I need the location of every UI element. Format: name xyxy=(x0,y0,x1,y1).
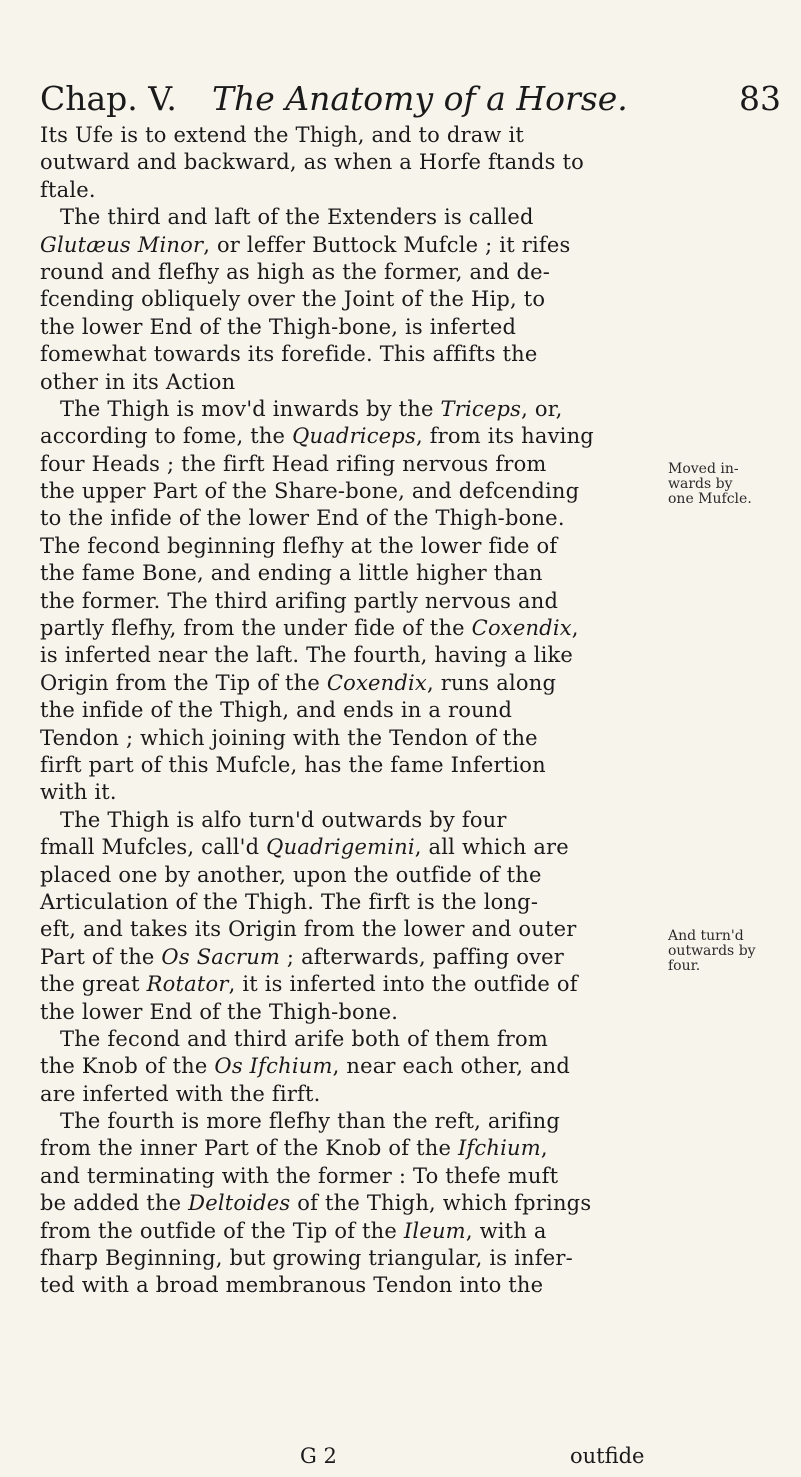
text-line: Its Ufe is to extend the Thigh, and to draw it xyxy=(40,123,525,147)
text-line: The fecond beginning flefhy at the lower fide of xyxy=(40,533,558,558)
signature-mark: G 2 xyxy=(300,1444,337,1468)
text-line: is inferted near the laft. The fourth, having a like xyxy=(40,643,574,668)
text-line: outward and backward, as when a Horfe ftands to xyxy=(40,150,584,175)
text-line: ted with a broad membranous Tendon into the xyxy=(40,1273,544,1298)
text-line: eft, and takes its Origin from the lower and outer xyxy=(40,917,577,942)
text-line: are inferted with the firft. xyxy=(40,1081,321,1106)
margin-note-line: Moved in- xyxy=(668,461,739,477)
text-line: fcending obliquely over the Joint of the Hip, to xyxy=(40,287,546,312)
catchword: outfide xyxy=(570,1444,645,1468)
margin-note-line: four. xyxy=(668,958,701,974)
margin-note-line: one Mufcle. xyxy=(668,491,752,507)
text-line: the infide of the Thigh, and ends in a round xyxy=(40,698,513,723)
text-line: partly flefhy, from the under fide of the Coxendix, xyxy=(40,616,579,641)
text-line: The third and laft of the Extenders is called xyxy=(60,205,534,230)
running-title: The Anatomy of a Horse. xyxy=(212,79,628,118)
text-line: Tendon ; which joining with the Tendon of the xyxy=(40,725,538,750)
running-header xyxy=(40,74,785,124)
text-line: the fame Bone, and ending a little higher than xyxy=(40,561,543,586)
text-line: round and flefhy as high as the former, and de- xyxy=(40,259,551,284)
text-line: the lower End of the Thigh-bone, is inferted xyxy=(40,314,517,339)
text-line: Part of the Os Sacrum ; afterwards, paffing over xyxy=(40,944,565,969)
text-line: other in its Action xyxy=(40,369,236,394)
text-line: the great Rotator, it is inferted into the outfide of xyxy=(40,972,578,997)
body-text xyxy=(40,122,650,1300)
text-line: fmall Mufcles, call'd Quadrigemini, all which are xyxy=(40,835,569,860)
text-line: fharp Beginning, but growing triangular, is infer- xyxy=(40,1246,573,1271)
text-line: the former. The third arifing partly nervous and xyxy=(40,588,559,613)
text-line: from the inner Part of the Knob of the Ifchium, xyxy=(40,1136,548,1161)
margin-note-line: And turn'd xyxy=(668,928,744,944)
text-line: the upper Part of the Share-bone, and defcending xyxy=(40,479,580,504)
chapter-label: Chap. V. xyxy=(40,79,177,118)
page-number: 83 xyxy=(739,79,781,118)
text-line: and terminating with the former : To thefe muft xyxy=(40,1163,559,1188)
text-line: according to fome, the Quadriceps, from its having xyxy=(40,424,594,449)
text-line: ftale. xyxy=(40,177,96,202)
text-line: four Heads ; the firft Head rifing nervous from xyxy=(40,451,547,476)
text-line: The Thigh is mov'd inwards by the Triceps, or, xyxy=(60,396,563,421)
margin-note-line: outwards by xyxy=(668,943,756,959)
text-line: The Thigh is alfo turn'd outwards by four xyxy=(60,807,507,832)
text-line: from the outfide of the Tip of the Ileum, with a xyxy=(40,1218,547,1243)
text-line: the Knob of the Os Ifchium, near each other, and xyxy=(40,1054,571,1079)
text-line: Glutæus Minor, or leffer Buttock Mufcle ; it rifes xyxy=(40,232,571,257)
text-line: to the infide of the lower End of the Thigh-bone. xyxy=(40,506,565,531)
margin-note-turned-outwards xyxy=(668,929,793,974)
text-line: placed one by another, upon the outfide of the xyxy=(40,862,542,887)
margin-note-moved-inwards xyxy=(668,462,793,507)
margin-note-line: wards by xyxy=(668,476,733,492)
text-line: Origin from the Tip of the Coxendix, runs along xyxy=(40,670,557,695)
text-line: Articulation of the Thigh. The firft is the long- xyxy=(40,889,539,914)
text-line: be added the Deltoides of the Thigh, which fprings xyxy=(40,1191,592,1216)
text-line: with it. xyxy=(40,780,117,805)
text-line: the lower End of the Thigh-bone. xyxy=(40,999,399,1024)
text-line: firft part of this Mufcle, has the fame Infertion xyxy=(40,752,546,777)
text-line: fomewhat towards its forefide. This affifts the xyxy=(40,342,538,367)
text-line: The fourth is more flefhy than the reft, arifing xyxy=(60,1109,560,1134)
text-line: The fecond and third arife both of them from xyxy=(60,1026,548,1051)
